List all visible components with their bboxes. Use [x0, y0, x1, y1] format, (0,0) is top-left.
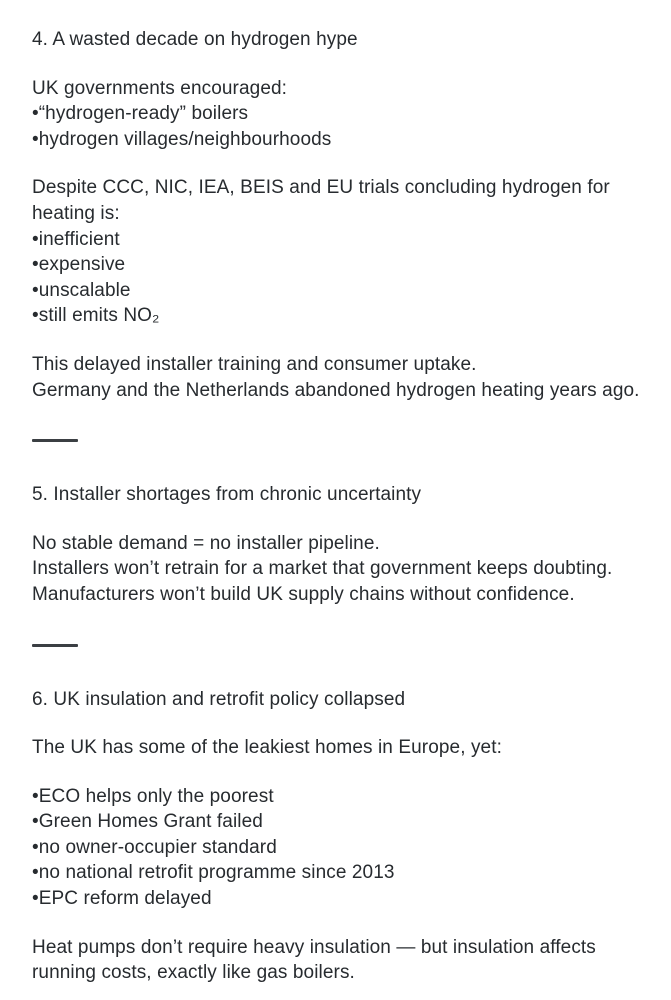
- text-line: running costs, exactly like gas boilers.: [32, 962, 355, 984]
- paragraph-governments-encouraged: [32, 76, 651, 153]
- paragraph-delayed-uptake: [32, 352, 651, 403]
- text-line: This delayed installer training and consumer uptake.: [32, 353, 477, 375]
- divider-line: [32, 644, 78, 647]
- section-heading-4: [32, 27, 651, 53]
- section-heading-5: [32, 482, 651, 508]
- bullet-line: •still emits NO₂: [32, 305, 160, 327]
- heading-line: 6. UK insulation and retrofit policy collapsed: [32, 688, 406, 710]
- text-line: Manufacturers won’t build UK supply chains without confidence.: [32, 583, 575, 605]
- text-line: No stable demand = no installer pipeline.: [32, 532, 380, 554]
- section-divider: [32, 439, 651, 442]
- paragraph-insulation-bullets: [32, 784, 651, 912]
- paragraph-despite-trials: [32, 175, 651, 329]
- text-line: Heat pumps don’t require heavy insulation — but insulation affects: [32, 936, 596, 958]
- bullet-line: •Green Homes Grant failed: [32, 811, 263, 833]
- section-heading-6: [32, 687, 651, 713]
- heading-line: 5. Installer shortages from chronic uncertainty: [32, 484, 422, 506]
- bullet-line: •expensive: [32, 254, 126, 276]
- heading-line: 4. A wasted decade on hydrogen hype: [32, 29, 358, 50]
- text-line: UK governments encouraged:: [32, 77, 288, 99]
- paragraph-heat-pumps: [32, 935, 651, 986]
- paragraph-installer-pipeline: [32, 531, 651, 608]
- text-line: heating is:: [32, 202, 120, 224]
- bullet-line: •inefficient: [32, 228, 120, 250]
- bullet-line: •no national retrofit programme since 2013: [32, 862, 395, 884]
- bullet-line: •EPC reform delayed: [32, 888, 212, 910]
- text-line: The UK has some of the leakiest homes in Europe, yet:: [32, 737, 502, 759]
- text-line: Despite CCC, NIC, IEA, BEIS and EU trials concluding hydrogen for: [32, 177, 610, 199]
- bullet-line: •no owner-occupier standard: [32, 836, 277, 858]
- text-line: Installers won’t retrain for a market that government keeps doubting.: [32, 558, 613, 580]
- divider-line: [32, 439, 78, 442]
- bullet-line: •unscalable: [32, 279, 131, 301]
- section-divider: [32, 644, 651, 647]
- bullet-line: •hydrogen villages/neighbourhoods: [32, 128, 332, 150]
- text-line: Germany and the Netherlands abandoned hydrogen heating years ago.: [32, 379, 640, 401]
- bullet-line: •“hydrogen-ready” boilers: [32, 103, 249, 125]
- bullet-line: •ECO helps only the poorest: [32, 785, 274, 807]
- paragraph-leakiest-homes: [32, 735, 651, 761]
